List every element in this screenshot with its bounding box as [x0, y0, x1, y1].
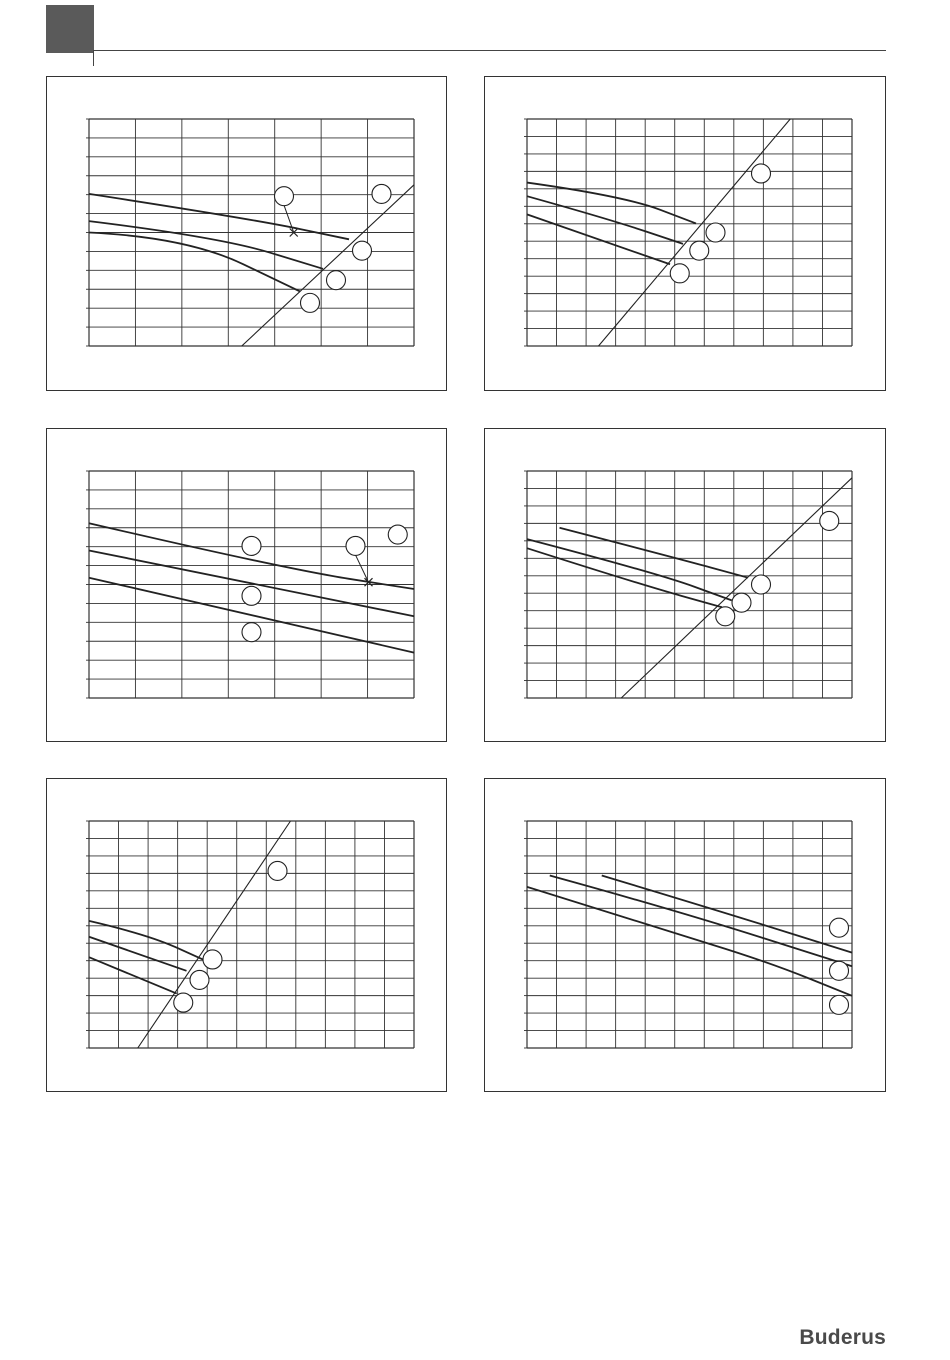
label-circle: [830, 961, 849, 980]
label-circle: [706, 223, 725, 242]
system-line: [599, 119, 791, 346]
pump-curve: [602, 875, 852, 952]
pump-curve: [527, 539, 732, 600]
pump-curve: [89, 221, 323, 269]
label-circle: [242, 623, 261, 642]
diagram-3-svg: [47, 429, 446, 741]
label-circle: [190, 970, 209, 989]
label-circle: [716, 607, 735, 626]
pump-curve: [89, 937, 187, 971]
diagram-panel-4: [484, 428, 886, 742]
buderus-logo: Buderus: [799, 1326, 886, 1349]
label-circle: [732, 593, 751, 612]
label-circle: [752, 575, 771, 594]
label-circle: [820, 511, 839, 530]
diagram-panel-5: [46, 778, 447, 1092]
diagram-5-svg: [47, 779, 446, 1091]
header-tick: [93, 50, 94, 66]
header-rule: [94, 50, 886, 51]
pump-curve: [560, 528, 749, 578]
diagram-panel-3: [46, 428, 447, 742]
label-circle: [670, 264, 689, 283]
leader-line: [284, 205, 294, 232]
label-circle: [372, 184, 391, 203]
label-circle: [301, 293, 320, 312]
label-circle: [830, 918, 849, 937]
label-circle: [203, 950, 222, 969]
pump-curve: [527, 214, 670, 264]
diagram-1-svg: [47, 77, 446, 390]
label-circle: [174, 993, 193, 1012]
diagram-panel-6: [484, 778, 886, 1092]
pump-curve: [89, 921, 203, 960]
label-circle: [690, 241, 709, 260]
diagram-4-svg: [485, 429, 885, 741]
pump-curve: [550, 875, 852, 966]
label-circle: [275, 187, 294, 206]
label-circle: [242, 586, 261, 605]
leader-line: [356, 555, 369, 582]
label-circle: [346, 536, 365, 555]
pump-curve: [527, 196, 683, 244]
pump-curve: [89, 233, 300, 292]
label-circle: [268, 861, 287, 880]
diagram-6-svg: [485, 779, 885, 1091]
label-circle: [752, 164, 771, 183]
label-circle: [353, 241, 372, 260]
label-circle: [242, 536, 261, 555]
label-circle: [388, 525, 407, 544]
pump-curve: [527, 887, 852, 996]
system-line: [242, 185, 414, 346]
chapter-tab: [46, 5, 94, 53]
system-line: [138, 821, 291, 1048]
label-circle: [327, 271, 346, 290]
label-circle: [830, 995, 849, 1014]
diagram-2-svg: [485, 77, 885, 390]
diagram-panel-2: [484, 76, 886, 391]
diagram-panel-1: [46, 76, 447, 391]
